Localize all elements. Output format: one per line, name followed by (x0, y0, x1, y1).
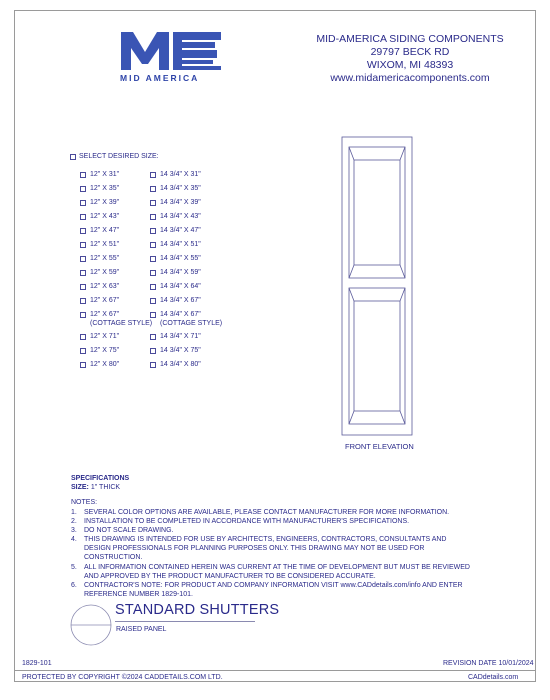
size-option[interactable] (80, 311, 152, 328)
size-label: 14 3/4" X 71" (160, 333, 201, 340)
company-info (300, 33, 520, 85)
size-option[interactable] (80, 269, 119, 278)
note-item (71, 563, 471, 581)
drawing-subtitle: RAISED PANEL (116, 626, 167, 633)
size-label: 12" X 51" (90, 241, 120, 248)
note-number: 2. (71, 518, 77, 526)
select-size-title: SELECT DESIRED SIZE: (79, 153, 159, 160)
size-label: 12" X 80" (90, 361, 120, 368)
size-option-text (90, 185, 119, 194)
spec-size-key: SIZE: (71, 484, 89, 491)
note-number: 4. (71, 536, 77, 544)
size-option[interactable] (80, 227, 119, 236)
size-label: 12" X 71" (90, 333, 120, 340)
size-label: 12" X 59" (90, 269, 120, 276)
size-option-text (160, 171, 201, 180)
company-website[interactable]: www.midamericacomponents.com (330, 72, 490, 84)
note-number: 1. (71, 509, 77, 516)
size-option-text (90, 255, 119, 264)
size-option-text (160, 255, 201, 264)
size-option[interactable] (80, 185, 119, 194)
size-label: 14 3/4" X 80" (160, 361, 201, 368)
size-checkbox[interactable] (80, 242, 86, 248)
size-label: 14 3/4" X 51" (160, 241, 201, 248)
size-checkbox[interactable] (80, 284, 86, 290)
size-option[interactable] (80, 347, 119, 356)
note-item (71, 517, 471, 526)
specifications-heading: SPECIFICATIONS (71, 475, 130, 482)
notes-list (71, 508, 471, 599)
size-checkbox[interactable] (80, 334, 86, 340)
size-label: 14 3/4" X 39" (160, 199, 201, 206)
size-option[interactable] (80, 199, 119, 208)
size-checkbox[interactable] (80, 298, 86, 304)
title-circle-icon (70, 604, 112, 646)
size-option[interactable] (80, 241, 119, 250)
size-option-text (90, 269, 119, 278)
copyright-notice: PROTECTED BY COPYRIGHT ©2024 CADDETAILS.COM LTD. (22, 674, 223, 681)
size-option-text (90, 241, 119, 250)
size-label: 12" X 67" (90, 297, 120, 304)
size-label: 12" X 35" (90, 185, 120, 192)
size-option-text (160, 269, 201, 278)
note-item (71, 526, 471, 535)
note-number: 5. (71, 563, 77, 571)
size-checkbox[interactable] (80, 200, 86, 206)
size-option[interactable] (150, 199, 201, 208)
size-option[interactable] (80, 333, 119, 342)
drawing-title: STANDARD SHUTTERS (115, 602, 280, 618)
size-label: 14 3/4" X 55" (160, 255, 201, 262)
spec-size-line (71, 484, 120, 491)
size-checkbox[interactable] (150, 348, 156, 354)
size-option[interactable] (150, 361, 201, 370)
size-checkbox[interactable] (80, 214, 86, 220)
size-checkbox[interactable] (150, 242, 156, 248)
heading-checkbox-icon (70, 154, 76, 160)
size-option-text (90, 297, 119, 306)
size-option[interactable] (150, 269, 201, 278)
size-label: 12" X 55" (90, 255, 120, 262)
size-checkbox[interactable] (150, 200, 156, 206)
size-checkbox[interactable] (80, 312, 86, 318)
size-option[interactable] (150, 241, 201, 250)
size-option[interactable] (80, 213, 119, 222)
size-label: 14 3/4" X 59" (160, 269, 201, 276)
reference-number: 1829-101 (22, 660, 52, 667)
size-checkbox[interactable] (80, 172, 86, 178)
note-text: ALL INFORMATION CONTAINED HEREIN WAS CURRENT AT THE TIME OF DEVELOPMENT BUT MUST BE REVIEWED AND APPROVED BY THE PRODUCT MANUFACTURER TO BE CONSIDERED ACCURATE. (84, 563, 470, 580)
size-option-text (160, 227, 201, 236)
company-address: 29797 BECK RD (370, 46, 450, 58)
size-label: 14 3/4" X 64" (160, 283, 201, 290)
size-checkbox[interactable] (150, 256, 156, 262)
size-option[interactable] (150, 171, 201, 180)
title-underline (115, 621, 255, 622)
size-option-text (160, 347, 201, 356)
size-option[interactable] (80, 171, 119, 180)
size-option-text (90, 347, 119, 356)
size-option[interactable] (150, 255, 201, 264)
size-label: 14 3/4" X 43" (160, 213, 201, 220)
size-option-text (90, 199, 119, 208)
front-elevation-label: FRONT ELEVATION (345, 442, 414, 451)
size-checkbox[interactable] (150, 228, 156, 234)
size-option[interactable] (150, 283, 201, 292)
shutter-front-elevation-drawing (341, 136, 413, 436)
size-checkbox[interactable] (150, 270, 156, 276)
size-option-text (160, 283, 201, 292)
size-checkbox[interactable] (80, 362, 86, 368)
size-option[interactable] (150, 213, 201, 222)
size-checkbox[interactable] (80, 228, 86, 234)
note-text: INSTALLATION TO BE COMPLETED IN ACCORDANCE WITH MANUFACTURER'S SPECIFICATIONS. (84, 518, 410, 526)
size-option[interactable] (150, 227, 201, 236)
size-option[interactable] (80, 283, 119, 292)
size-checkbox[interactable] (150, 298, 156, 304)
size-label: 14 3/4" X 75" (160, 347, 201, 354)
size-style-label: (COTTAGE STYLE) (90, 319, 153, 327)
size-option-text (160, 297, 201, 306)
size-label: 12" X 75" (90, 347, 120, 354)
size-option[interactable] (150, 311, 222, 328)
size-checkbox[interactable] (80, 186, 86, 192)
notes-heading: NOTES: (71, 499, 98, 506)
size-checkbox[interactable] (150, 214, 156, 220)
size-checkbox[interactable] (80, 270, 86, 276)
size-checkbox[interactable] (150, 186, 156, 192)
size-option-text (160, 361, 201, 370)
note-number: 6. (71, 581, 77, 589)
size-option-text (160, 311, 222, 328)
size-option-text (160, 185, 201, 194)
caddetails-link[interactable]: CADdetails.com (468, 674, 519, 681)
size-option[interactable] (150, 297, 201, 306)
note-text: SEVERAL COLOR OPTIONS ARE AVAILABLE, PLEASE CONTACT MANUFACTURER FOR MORE INFORMATION. (84, 509, 450, 516)
size-checkbox[interactable] (150, 284, 156, 290)
size-label: 12" X 67" (90, 311, 120, 318)
size-label: 12" X 31" (90, 171, 120, 178)
note-text: THIS DRAWING IS INTENDED FOR USE BY ARCHITECTS, ENGINEERS, CONTRACTORS, CONSULTANTS AND DESIGN PROFESSIONALS FOR PLANNING PURPOSES ONLY. THIS DRAWING MAY NOT BE USED FOR CONSTRUCTION. (84, 536, 447, 562)
footer-divider (14, 670, 536, 671)
size-option[interactable] (80, 297, 119, 306)
select-size-heading (70, 153, 159, 160)
size-option-text (160, 241, 201, 250)
revision-date: REVISION DATE 10/01/2024 (443, 660, 534, 667)
size-label: 14 3/4" X 47" (160, 227, 201, 234)
size-label: 12" X 39" (90, 199, 120, 206)
spec-size-value: 1" THICK (90, 484, 121, 491)
size-label: 14 3/4" X 67" (160, 311, 201, 318)
logo-brand-text: MID AMERICA (120, 73, 200, 83)
size-option-text (90, 361, 119, 370)
size-label: 12" X 63" (90, 283, 120, 290)
size-option[interactable] (150, 185, 201, 194)
size-option-text (90, 283, 119, 292)
size-option[interactable] (150, 347, 201, 356)
size-checkbox[interactable] (80, 256, 86, 262)
size-label: 14 3/4" X 31" (160, 171, 201, 178)
note-item (71, 508, 471, 517)
size-style-label: (COTTAGE STYLE) (160, 319, 223, 327)
size-checkbox[interactable] (150, 312, 156, 318)
note-text: CONTRACTOR'S NOTE: FOR PRODUCT AND COMPANY INFORMATION VISIT www.CADdetails.com/info AND ENTER REFERENCE NUMBER 1829-101. (84, 581, 463, 598)
size-option-text (160, 333, 201, 342)
note-item (71, 581, 471, 599)
company-name: MID-AMERICA SIDING COMPONENTS (316, 33, 504, 45)
size-label: 12" X 43" (90, 213, 120, 220)
size-option[interactable] (80, 255, 119, 264)
size-option-text (90, 171, 119, 180)
size-option-text (160, 199, 201, 208)
size-label: 12" X 47" (90, 227, 120, 234)
size-option-text (90, 311, 152, 328)
company-city: WIXOM, MI 48393 (366, 59, 454, 71)
size-option[interactable] (150, 333, 201, 342)
size-option-text (90, 333, 119, 342)
size-checkbox[interactable] (150, 362, 156, 368)
size-checkbox[interactable] (150, 172, 156, 178)
note-item (71, 535, 471, 562)
size-option-text (90, 227, 119, 236)
size-label: 14 3/4" X 35" (160, 185, 201, 192)
note-text: DO NOT SCALE DRAWING. (84, 527, 174, 535)
size-option[interactable] (80, 361, 119, 370)
size-option-text (90, 213, 119, 222)
size-checkbox[interactable] (80, 348, 86, 354)
note-number: 3. (71, 527, 77, 535)
size-label: 14 3/4" X 67" (160, 297, 201, 304)
size-option-text (160, 213, 201, 222)
size-checkbox[interactable] (150, 334, 156, 340)
